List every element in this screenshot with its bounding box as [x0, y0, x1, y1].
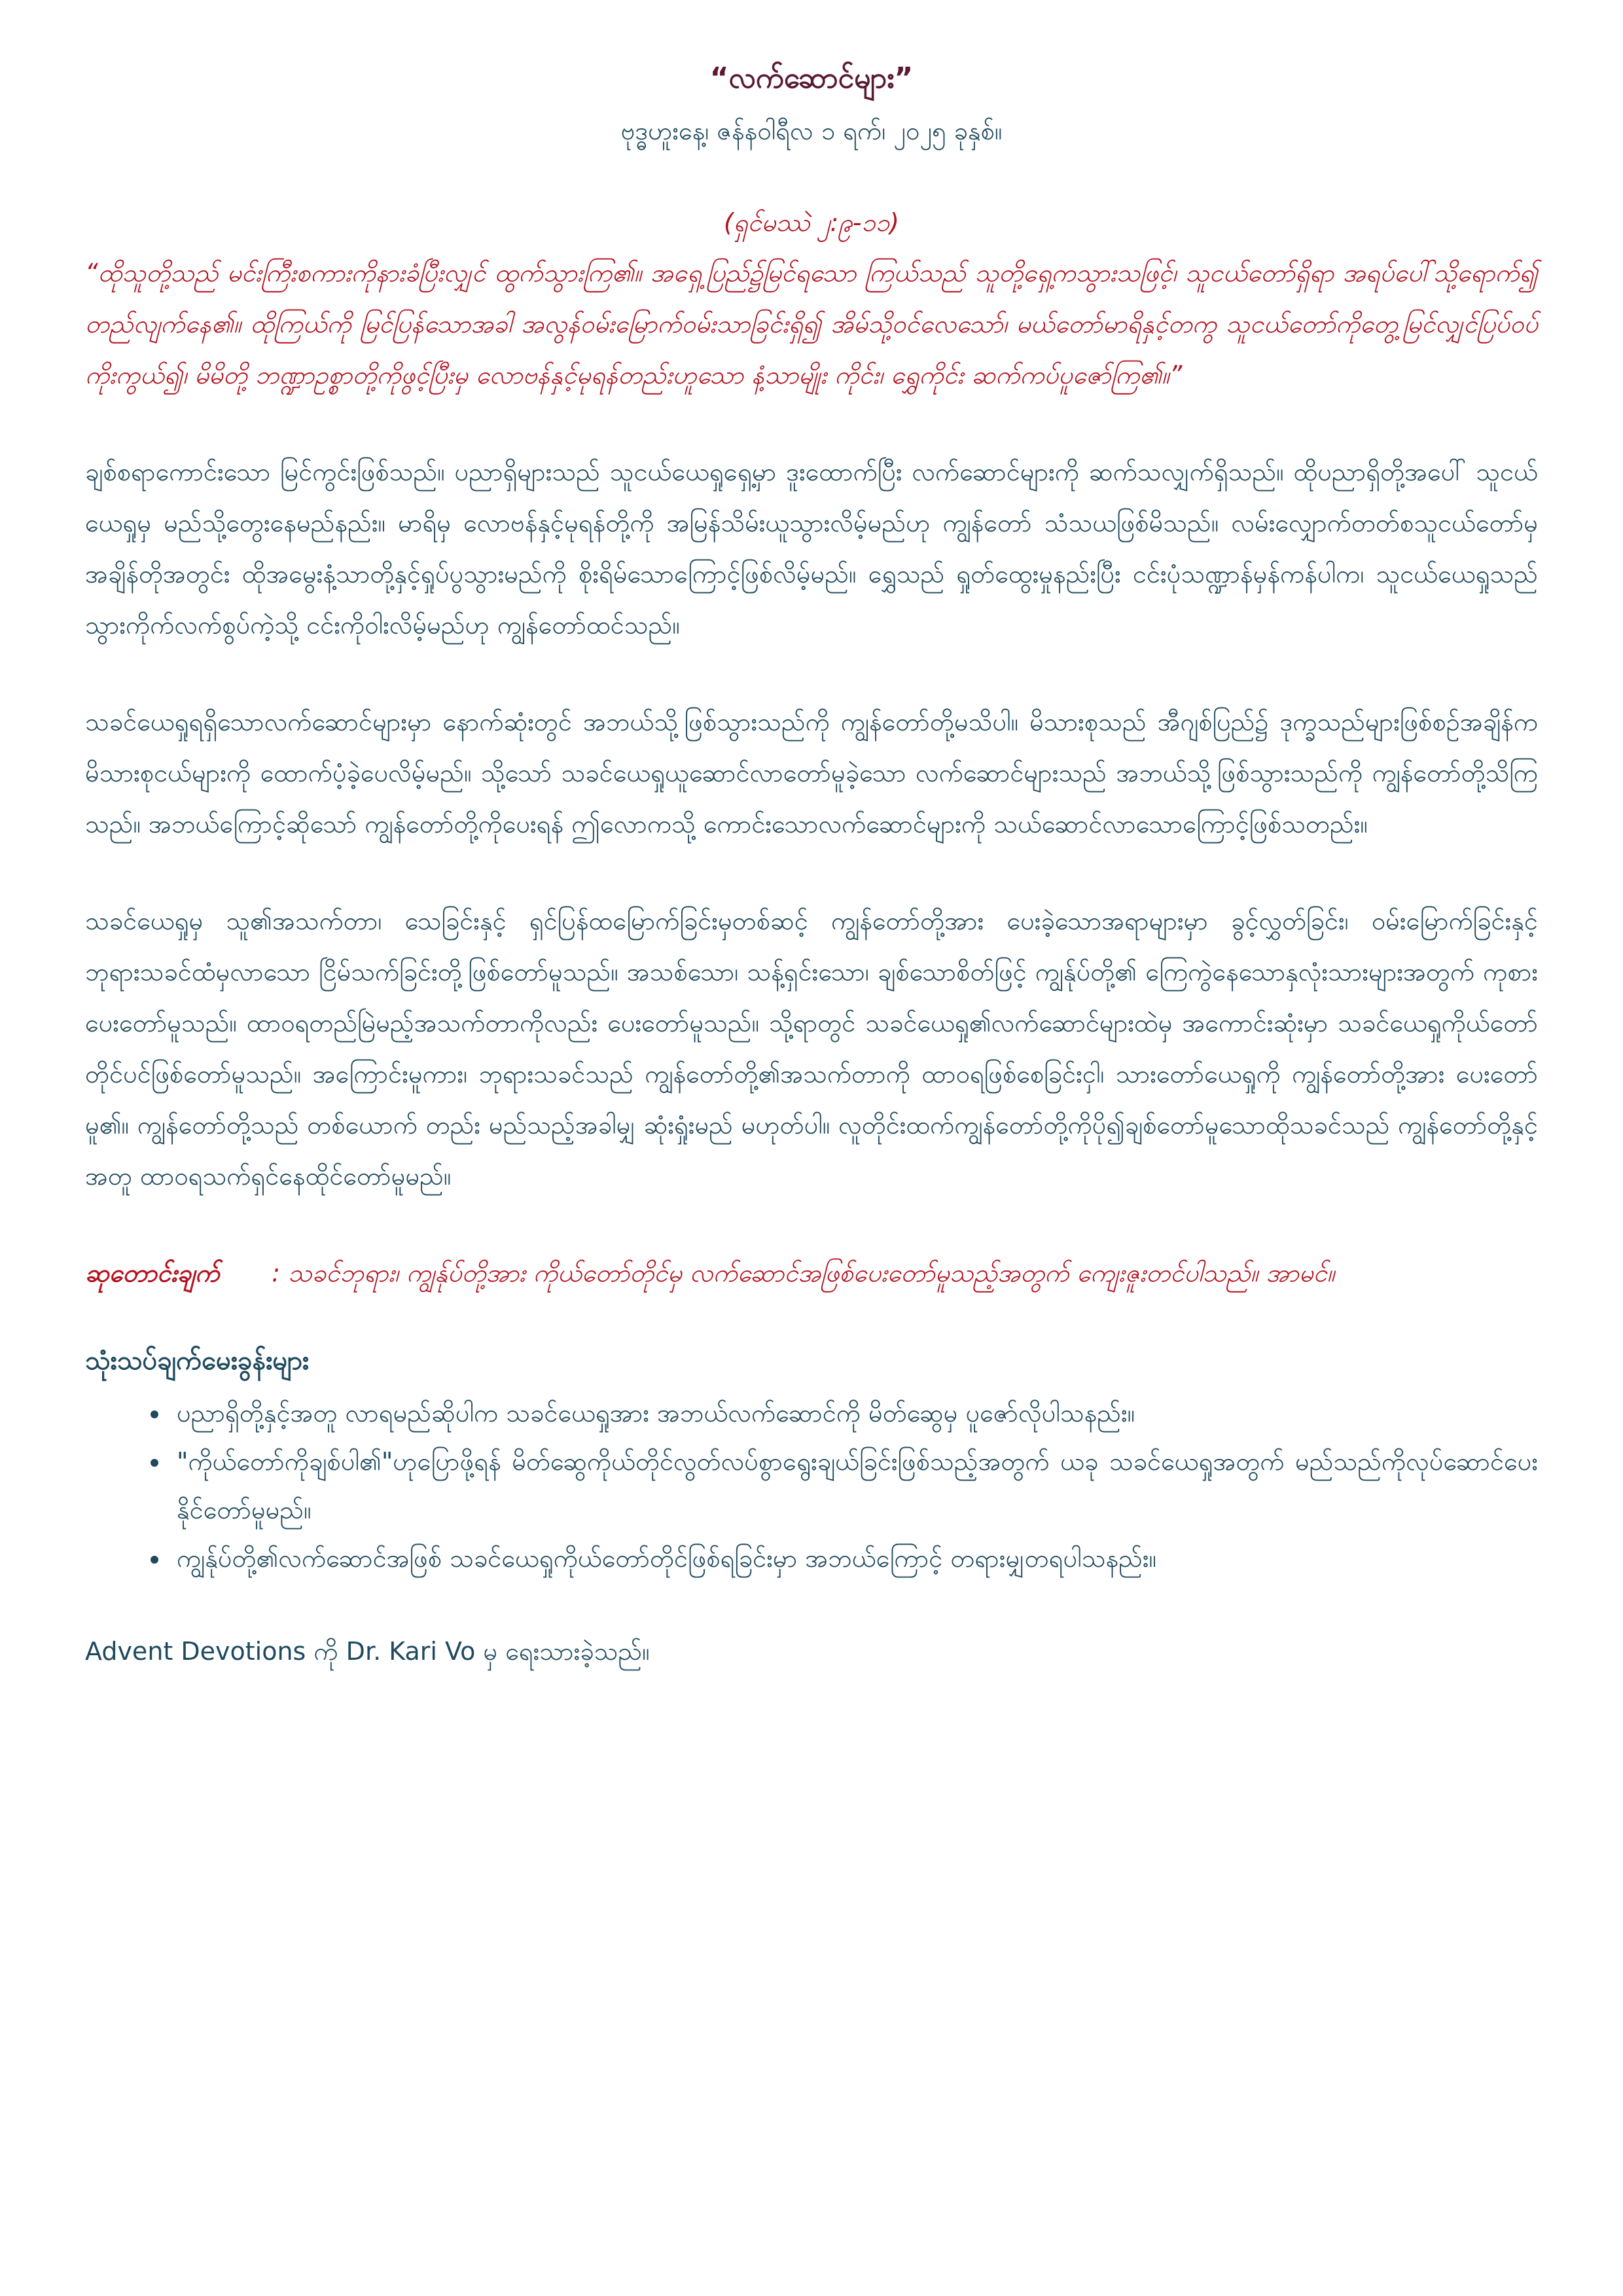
prayer-label: ဆုတောင်းချက်	[85, 1259, 220, 1287]
date-line: ဗုဒ္ဓဟူးနေ့၊ ဇန်နဝါရီလ ၁ ရက်၊ ၂၀၂၅ ခုနှစ်။	[620, 117, 1003, 145]
questions-heading: သုံးသပ်ချက်မေးခွန်းများ	[85, 1346, 310, 1376]
body-paragraph-1: ချစ်စရာကောင်းသော မြင်ကွင်းဖြစ်သည်။ ပညာရှိများသည် သူငယ်ယေရှုရှေ့မှာ ဒူးထောက်ပြီး လက်ဆောင်များကို ဆက်သလျှက်ရှိသည်။ ထိုပညာရှိတို့အပေါ် သူငယ်ယေရှုမှ မည်သို့တွေးနေမည်နည်း။ မာရိမှ လောဗန်နှင့်မုရန်တို့ကို အမြန်သိမ်းယူသွားလိမ့်မည်ဟု ကျွန်တော် သံသယဖြစ်မိသည်။ လမ်းလျှောက်တတ်စသူငယ်တော်မှ အချိန်တိုအတွင်း ထိုအမွေးနံ့သာတို့နှင့်ရှုပ်ပွသွားမည်ကို စိုးရိမ်သောကြောင့်ဖြစ်လိမ့်မည်။ ရွှေသည် ရှုတ်ထွေးမှုနည်းပြီး ငင်းပုံသဏ္ဍာန်မှန်ကန်ပါက၊ သူငယ်ယေရှုသည် သွားကိုက်လက်စွပ်ကဲ့သို့ ငင်းကိုဝါးလိမ့်မည်ဟု ကျွန်တော်ထင်သည်။	[85, 457, 1538, 639]
author-credit: Advent Devotions ကို Dr. Kari Vo မှ ရေးသားခဲ့သည်။	[85, 1637, 650, 1666]
list-item: • ကျွန်ုပ်တို့၏လက်ဆောင်အဖြစ် သခင်ယေရှုကိုယ်တော်တိုင်ဖြစ်ရခြင်းမှာ အဘယ်ကြောင့် တရားမျှတရပါသနည်း။	[170, 1534, 1538, 1583]
scripture-text: “ထိုသူတို့သည် မင်းကြီးစကားကိုနားခံပြီးလျှင် ထွက်သွားကြ၏။ အရှေ့ပြည်၌မြင်ရသော ကြယ်သည် သူတို့ရှေ့ကသွားသဖြင့်၊ သူငယ်တော်ရှိရာ အရပ်ပေါ်သို့ရောက်၍ တည်လျက်နေ၏။ ထိုကြယ်ကို မြင်ပြန်သောအခါ အလွန်ဝမ်းမြောက်ဝမ်းသာခြင်းရှိ၍ အိမ်သို့ဝင်လေသော်၊ မယ်တော်မာရိနှင့်တကွ သူငယ်တော်ကိုတွေ့မြင်လျှင်ပြပ်ဝပ်ကိုးကွယ်၍၊ မိမိတို့ ဘဏ္ဍာဥစ္စာတို့ကိုဖွင့်ပြီးမှ လောဗန်နှင့်မုရန်တည်းဟူသော နံ့သာမျိုး ကိုင်း၊ ရွှေကိုင်း ဆက်ကပ်ပူဇော်ကြ၏။”	[85, 259, 1538, 389]
prayer	[85, 1247, 1538, 1299]
prayer-text: : သခင်ဘုရား၊ ကျွန်ုပ်တို့အား ကိုယ်တော်တိုင်မှ လက်ဆောင်အဖြစ်ပေးတော်မူသည့်အတွက် ကျေးဇူးတင်ပါသည်။ အာမင်။	[272, 1259, 1335, 1287]
body-paragraph-3: သခင်ယေရှုမှ သူ၏အသက်တာ၊ သေခြင်းနှင့် ရှင်ပြန်ထမြောက်ခြင်းမှတစ်ဆင့် ကျွန်တော်တို့အား ပေးခဲ့သောအရာများမှာ ခွင့်လွှတ်ခြင်း၊ ဝမ်းမြောက်ခြင်းနှင့်ဘုရားသခင်ထံမှလာသော ငြိမ်သက်ခြင်းတို့ဖြစ်တော်မူသည်။ အသစ်သော၊ သန့်ရှင်းသော၊ ချစ်သောစိတ်ဖြင့် ကျွန်ုပ်တို့၏ ကြေကွဲနေသောနှလုံးသားများအတွက် ကုစားပေးတော်မူသည်။ ထာဝရတည်မြဲမည့်အသက်တာကိုလည်း ပေးတော်မူသည်။ သို့ရာတွင် သခင်ယေရှု၏လက်ဆောင်များထဲမှ အကောင်းဆုံးမှာ သခင်ယေရှုကိုယ်တော်တိုင်ပင်ဖြစ်တော်မူသည်။ အကြောင်းမူကား၊ ဘုရားသခင်သည် ကျွန်တော်တို့၏အသက်တာကို ထာဝရဖြစ်စေခြင်းငှါ၊ သားတော်ယေရှုကို ကျွန်တော်တို့အား ပေးတော်မူ၏။ ကျွန်တော်တို့သည် တစ်ယောက် တည်း မည်သည့်အခါမျှ ဆုံးရှုံးမည် မဟုတ်ပါ။ လူတိုင်းထက်ကျွန်တော်တို့ကိုပို၍ချစ်တော်မူသောထိုသခင်သည် ကျွန်တော်တို့နှင့်အတူ ထာဝရသက်ရှင်နေထိုင်တော်မူမည်။	[85, 906, 1538, 1191]
page-title: “လက်ဆောင်များ”	[709, 62, 914, 95]
questions-list	[85, 1389, 1538, 1583]
body-paragraph-2: သခင်ယေရှုရရှိသောလက်ဆောင်များမှာ နောက်ဆုံးတွင် အဘယ်သို့ဖြစ်သွားသည်ကို ကျွန်တော်တို့မသိပါ။ မိသားစုသည် အီဂျစ်ပြည်၌ ဒုက္ခသည်များဖြစ်စဉ်အချိန်က မိသားစုငယ်များကို ထောက်ပံ့ခဲ့ပေလိမ့်မည်။ သို့သော် သခင်ယေရှုယူဆောင်လာတော်မူခဲ့သော လက်ဆောင်များသည် အဘယ်သို့ဖြစ်သွားသည်ကို ကျွန်တော်တို့သိကြသည်။ အဘယ်ကြောင့်ဆိုသော် ကျွန်တော်တို့ကိုပေးရန် ဤလောကသို့ ကောင်းသောလက်ဆောင်များကို သယ်ဆောင်လာသောကြောင့်ဖြစ်သတည်း။	[85, 708, 1538, 838]
list-item: • "ကိုယ်တော်ကိုချစ်ပါ၏"ဟုပြောဖို့ရန် မိတ်ဆွေကိုယ်တိုင်လွတ်လပ်စွာရွေးချယ်ခြင်းဖြစ်သည့်အတွက် ယခု သခင်ယေရှုအတွက် မည်သည်ကိုလုပ်ဆောင်ပေးနိုင်တော်မူမည်။	[170, 1437, 1538, 1534]
devotion-page	[85, 59, 1538, 2219]
list-item: • ပညာရှိတို့နှင့်အတူ လာရမည်ဆိုပါက သခင်ယေရှုအား အဘယ်လက်ဆောင်ကို မိတ်ဆွေမှ ပူဇော်လိုပါသနည်း။	[170, 1389, 1538, 1437]
scripture-reference: (ရှင်မဿဲ ၂:၉-၁၁)	[723, 208, 899, 237]
